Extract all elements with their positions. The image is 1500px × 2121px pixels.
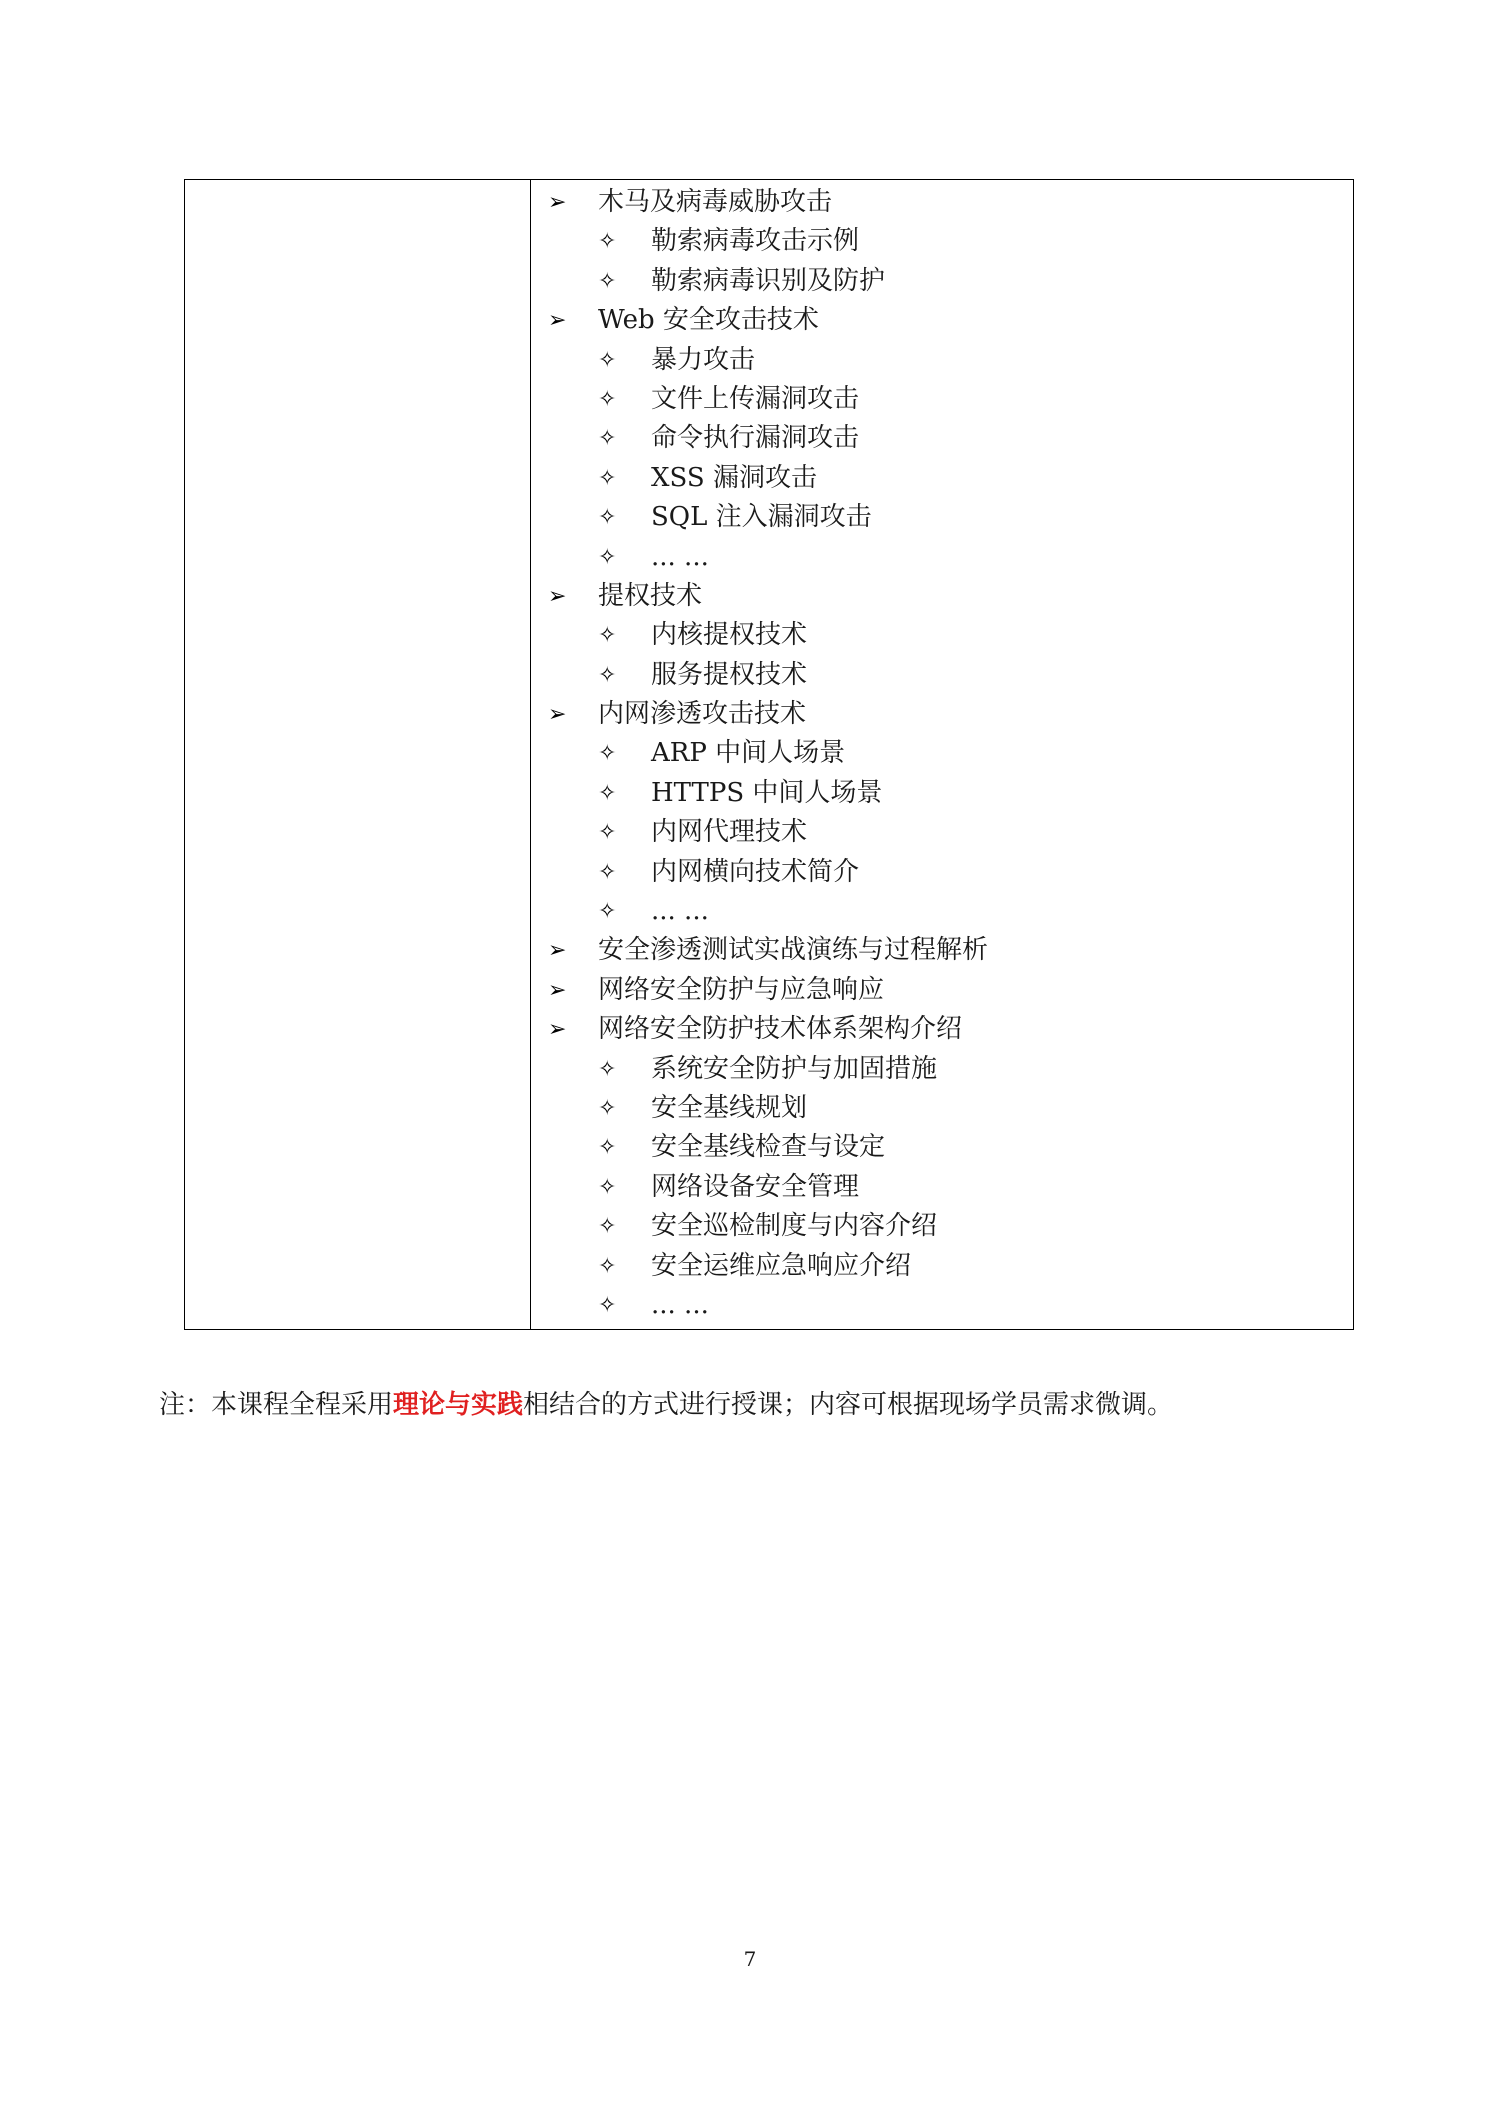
outline-item-text: 命令执行漏洞攻击: [651, 423, 860, 454]
star-bullet-icon: ✧: [598, 662, 617, 688]
outline-item-text: 勒索病毒识别及防护: [651, 265, 886, 296]
outline-topic: [531, 971, 1353, 1010]
outline-topic: [531, 1010, 1353, 1049]
arrow-bullet-icon: ➢: [548, 190, 567, 215]
outline-item-text: 提权技术: [598, 580, 703, 611]
outline-item-text: 服务提权技术: [651, 659, 808, 690]
outline-subtopic: [531, 380, 1353, 419]
outline-item-text: 安全运维应急响应介绍: [651, 1250, 912, 1281]
outline-item-text: 系统安全防护与加固措施: [651, 1053, 938, 1084]
star-bullet-icon: ✧: [598, 1056, 617, 1082]
outline-subtopic: [531, 813, 1353, 852]
arrow-bullet-icon: ➢: [548, 702, 567, 728]
note-prefix: 注：本课程全程采用: [159, 1390, 394, 1420]
outline-subtopic: [531, 1207, 1353, 1246]
outline-subtopic: [531, 498, 1353, 537]
outline-item-text: 网络安全防护技术体系架构介绍: [598, 1014, 963, 1045]
outline-subtopic: [531, 341, 1353, 380]
star-bullet-icon: ✧: [598, 386, 617, 412]
star-bullet-icon: ✧: [598, 820, 617, 846]
outline-item-text: XSS 漏洞攻击: [651, 462, 817, 493]
page-number: 7: [743, 1947, 757, 1971]
outline-item-text: ... ...: [651, 896, 709, 927]
star-bullet-icon: ✧: [598, 1174, 617, 1200]
outline-item-text: 网络设备安全管理: [651, 1171, 860, 1202]
star-bullet-icon: ✧: [598, 505, 617, 531]
star-bullet-icon: ✧: [598, 741, 617, 767]
arrow-bullet-icon: ➢: [548, 583, 567, 609]
outline-item-text: 勒索病毒攻击示例: [651, 226, 860, 257]
outline-item-text: 文件上传漏洞攻击: [651, 383, 860, 414]
note-emphasis: 理论与实践: [393, 1390, 524, 1420]
outline-list: [531, 180, 1353, 1329]
outline-topic: [531, 931, 1353, 970]
arrow-bullet-icon: ➢: [548, 308, 567, 334]
star-bullet-icon: ✧: [598, 347, 617, 373]
course-note: [159, 1385, 1173, 1425]
star-bullet-icon: ✧: [598, 859, 617, 885]
outline-item-text: 安全巡检制度与内容介绍: [651, 1211, 938, 1242]
outline-subtopic: [531, 419, 1353, 458]
note-suffix: 相结合的方式进行授课；内容可根据现场学员需求微调。: [523, 1390, 1174, 1420]
outline-subtopic: [531, 222, 1353, 261]
outline-subtopic: [531, 1050, 1353, 1089]
star-bullet-icon: ✧: [598, 268, 617, 294]
star-bullet-icon: ✧: [598, 780, 617, 806]
outline-item-text: 木马及病毒威胁攻击: [598, 187, 833, 217]
outline-subtopic: [531, 1286, 1353, 1325]
arrow-bullet-icon: ➢: [548, 1017, 567, 1043]
outline-item-text: ... ...: [651, 541, 709, 572]
arrow-bullet-icon: ➢: [548, 938, 567, 964]
star-bullet-icon: ✧: [598, 1292, 617, 1318]
outline-subtopic: [531, 892, 1353, 931]
outline-item-text: ... ...: [651, 1289, 709, 1320]
star-bullet-icon: ✧: [598, 1253, 617, 1279]
outline-item-text: 内网渗透攻击技术: [598, 699, 807, 730]
outline-item-text: 内网横向技术简介: [651, 856, 860, 887]
outline-subtopic: [531, 538, 1353, 577]
star-bullet-icon: ✧: [598, 1135, 617, 1161]
outline-subtopic: [531, 656, 1353, 695]
star-bullet-icon: ✧: [598, 1214, 617, 1240]
outline-topic: [531, 695, 1353, 734]
outline-item-text: Web 安全攻击技术: [598, 305, 819, 336]
outline-item-text: 安全基线规划: [651, 1092, 808, 1123]
outline-item-text: ARP 中间人场景: [651, 738, 846, 769]
outline-item-text: HTTPS 中间人场景: [651, 777, 883, 808]
star-bullet-icon: ✧: [598, 899, 617, 925]
arrow-bullet-icon: ➢: [548, 977, 567, 1003]
outline-item-text: SQL 注入漏洞攻击: [651, 502, 872, 533]
outline-item-text: 安全基线检查与设定: [651, 1132, 886, 1163]
outline-subtopic: [531, 262, 1353, 301]
outline-item-text: 暴力攻击: [651, 344, 756, 375]
course-outline-table: [184, 179, 1354, 1330]
outline-topic: [531, 301, 1353, 340]
outline-subtopic: [531, 1247, 1353, 1286]
outline-subtopic: [531, 853, 1353, 892]
outline-item-text: 网络安全防护与应急响应: [598, 974, 885, 1005]
star-bullet-icon: ✧: [598, 426, 617, 452]
outline-topic: [531, 577, 1353, 616]
outline-item-text: 安全渗透测试实战演练与过程解析: [598, 935, 989, 966]
star-bullet-icon: ✧: [598, 544, 617, 570]
table-right-cell: [531, 180, 1354, 1330]
star-bullet-icon: ✧: [598, 465, 617, 491]
outline-subtopic: [531, 774, 1353, 813]
outline-subtopic: [531, 616, 1353, 655]
outline-subtopic: [531, 734, 1353, 773]
outline-item-text: 内核提权技术: [651, 620, 808, 651]
outline-item-text: 内网代理技术: [651, 817, 808, 848]
outline-subtopic: [531, 1089, 1353, 1128]
outline-topic: [531, 183, 1353, 222]
outline-subtopic: [531, 1128, 1353, 1167]
star-bullet-icon: ✧: [598, 623, 617, 649]
star-bullet-icon: ✧: [598, 1095, 617, 1121]
table-row: [185, 180, 1354, 1330]
table-left-cell: [185, 180, 531, 1330]
outline-subtopic: [531, 1168, 1353, 1207]
outline-subtopic: [531, 459, 1353, 498]
star-bullet-icon: ✧: [598, 229, 617, 255]
